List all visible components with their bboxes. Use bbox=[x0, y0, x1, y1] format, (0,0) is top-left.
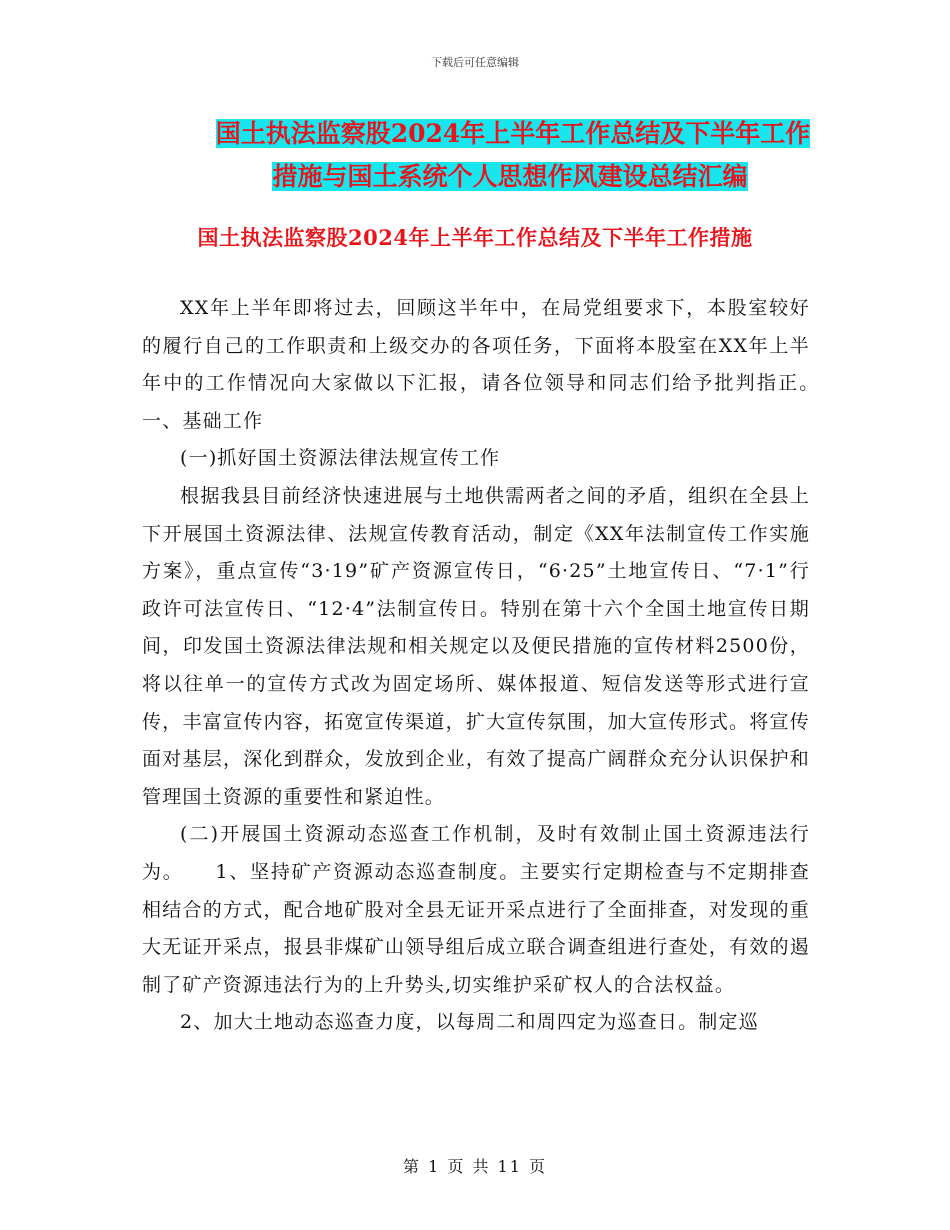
body-text bbox=[142, 290, 851, 1042]
document-title bbox=[140, 112, 840, 198]
paragraph: (一)抓好国土资源法律法规宣传工作 bbox=[180, 447, 501, 470]
page-footer: 第 1 页 共 11 页 bbox=[403, 1157, 547, 1176]
section-title: 国土执法监察股2024年上半年工作总结及下半年工作措施 bbox=[197, 225, 753, 250]
title-highlight-2: 措施与国土系统个人思想作风建设总结汇编 bbox=[272, 162, 748, 191]
title-highlight-1: 国土执法监察股2024年上半年工作总结及下半年工作 bbox=[215, 119, 811, 148]
paragraph: 根据我县目前经济快速进展与土地供需两者之间的矛盾，组织在全县上下开展国土资源法律、法规宣传教育活动，制定《XX年法制宣传工作实施方案》，重点宣传“3·19”矿产资源宣传日，“6·25”土地宣传日、“7·1”行政许可法宣传日、“12·4”法制宣传日。特别在第十六个全国土地宣传日期间，印发国土资源法律法规和相关规定以及便民措施的宣传材料2500份，将以往单一的宣传方式改为固定场所、媒体报道、短信发送等形式进行宣传，丰富宣传内容，拓宽宣传渠道，扩大宣传氛围，加大宣传形式。将宣传面对基层，深化到群众，发放到企业，有效了提高广阔群众充分认识保护和管理国土资源的重要性和紧迫性。 bbox=[142, 484, 810, 808]
paragraph: XX年上半年即将过去，回顾这半年中，在局党组要求下，本股室较好的履行自己的工作职责和上级交办的各项任务，下面将本股室在XX年上半年中的工作情况向大家做以下汇报，请各位领导和同志们给予批判指正。 一、基础工作 bbox=[142, 297, 851, 432]
header-note: 下载后可任意编辑 bbox=[431, 56, 519, 69]
document-title-line-2 bbox=[140, 155, 840, 198]
document-title-line-1 bbox=[140, 112, 840, 155]
paragraph: (二)开展国土资源动态巡查工作机制，及时有效制止国土资源违法行为。 1、坚持矿产资源动态巡查制度。主要实行定期检查与不定期排查相结合的方式，配合地矿股对全县无证开采点进行了全面排查，对发现的重大无证开采点，报县非煤矿山领导组后成立联合调查组进行查处，有效的遏制了矿产资源违法行为的上升势头,切实维护采矿权人的合法权益。 bbox=[142, 823, 810, 996]
paragraph: 2、加大土地动态巡查力度，以每周二和周四定为巡查日。制定巡 bbox=[180, 1011, 759, 1034]
